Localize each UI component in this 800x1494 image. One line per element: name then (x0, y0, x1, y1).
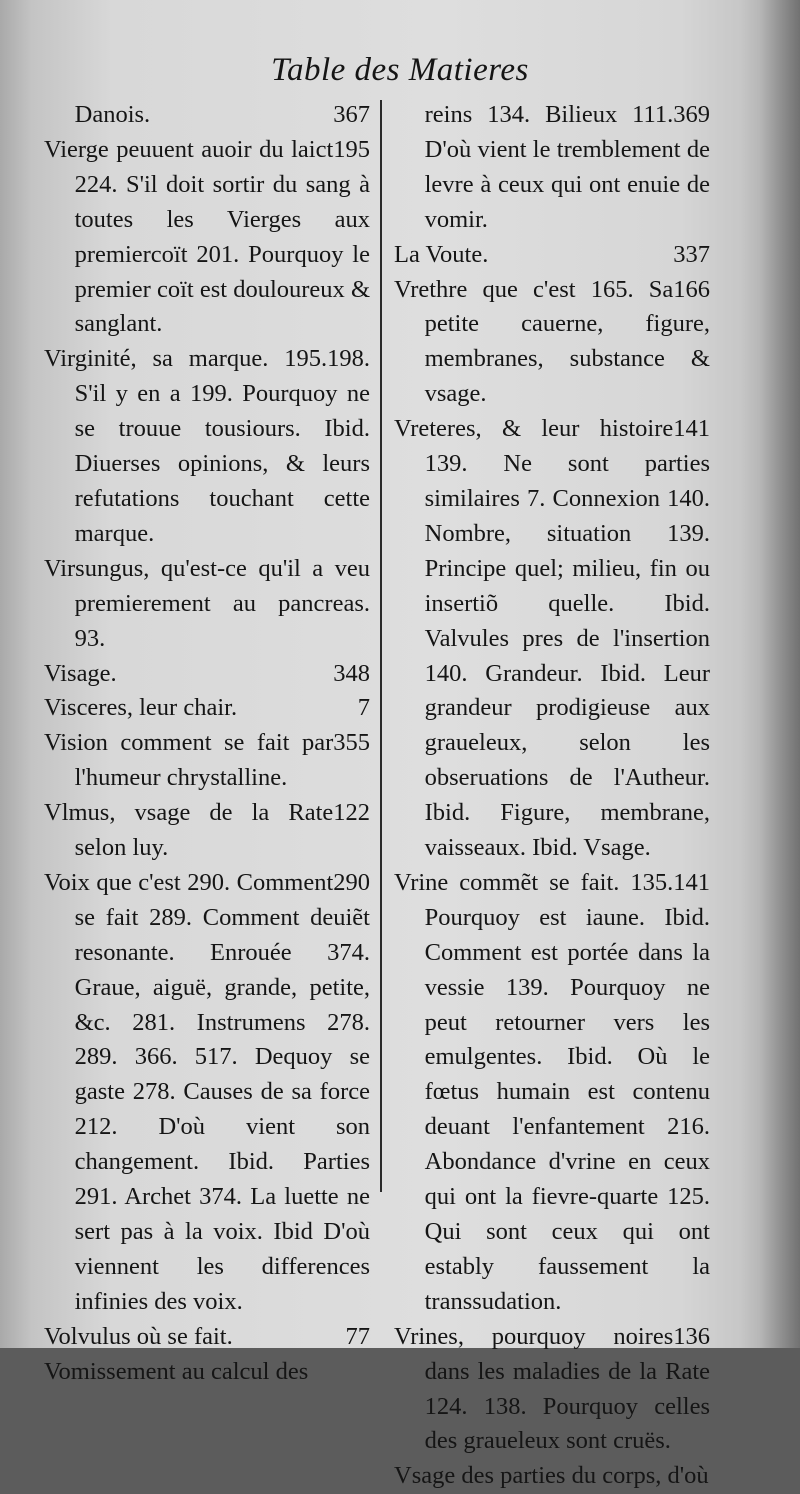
entry-text: Vreteres, & leur histoire 139. Ne sont parties similaires 7. Connexion 140. Nombre, situation 139. Principe quel; milieu, fin ou insertiõ quelle. Ibid. Valvules pres de l'insertion 140. Grandeur. Ibid. Leur grandeur prodigieuse aux graueleux, selon les obseruations de l'Autheur. Ibid. Figure, membrane, vaisseaux. Ibid. Vsage. (394, 415, 710, 862)
page-reference: 141 (673, 415, 710, 443)
entry-text: Danois. (74, 101, 151, 128)
page-reference: 195 (333, 135, 370, 163)
entry-text: La Voute. (394, 240, 489, 268)
page-reference: 367 (333, 101, 370, 128)
page-reference: 141 (673, 868, 710, 896)
page-reference: 290 (333, 868, 370, 896)
entry-text: Vsage des parties du corps, d'où (394, 1462, 709, 1490)
entry-text: Vomissement au calcul des (44, 1357, 309, 1385)
page-reference: 166 (673, 275, 710, 303)
page-edge-shadow (740, 0, 800, 1348)
index-entry (44, 691, 370, 726)
entry-text: Virginité, sa marque. 195. S'il y en a 199. Pourquoy ne se trouue tousiours. Ibid. Diuerses opinions, & leurs refutations touchant cette marque. (44, 345, 370, 547)
index-entry (394, 1320, 710, 1460)
index-entry (394, 98, 710, 238)
entry-text: Virsungus, qu'est-ce qu'il a veu premierement au pancreas. 93. (44, 554, 370, 652)
entry-text: Volvulus où se fait. (44, 1322, 233, 1350)
index-entry (44, 657, 370, 692)
index-entry (44, 342, 370, 551)
index-entry (44, 98, 370, 133)
index-column-left (44, 98, 370, 1390)
entry-text: reins 134. Bilieux 111. D'où vient le tremblement de levre à ceux qui ont enuie de vomir. (424, 101, 710, 233)
page-reference: 77 (345, 1322, 370, 1350)
entry-text: Vlmus, vsage de la Rate selon luy. (44, 799, 334, 862)
page-reference: 337 (673, 240, 710, 268)
entry-text: Visceres, leur chair. (44, 694, 238, 722)
entry-text: Vrines, pourquoy noires dans les maladies de la Rate 124. 138. Pourquoy celles des graueleux sont cruës. (394, 1322, 710, 1455)
entry-text: Vrethre que c'est 165. Sa petite cauerne, figure, membranes, substance & vsage. (394, 275, 710, 408)
running-title: Table des Matieres (271, 52, 529, 88)
index-entry (394, 238, 710, 273)
index-entry (44, 866, 370, 1320)
index-column-right (394, 98, 710, 1494)
index-entry (44, 796, 370, 866)
column-divider (380, 100, 382, 1192)
entry-text: Visage. (44, 659, 117, 687)
index-entry (394, 866, 710, 1320)
page-reference: 7 (357, 694, 370, 722)
index-entry (394, 273, 710, 413)
entry-text: Vrine commẽt se fait. 135. Pourquoy est iaune. Ibid. Comment est portée dans la vessie 139. Pourquoy ne peut retourner vers les emulgentes. Ibid. Où le fœtus humain est contenu deuant l'enfantement 216. Abondance d'vrine en ceux qui ont la fievre-quarte 125. Qui sont ceux qui ont estably faussement la transsudation. (394, 868, 710, 1315)
page-reference: 198. (327, 345, 370, 373)
page-reference: 348 (333, 659, 370, 687)
page-reference: 369 (673, 101, 710, 128)
page-reference: 122 (333, 799, 370, 827)
index-entry (44, 552, 370, 657)
index-entry (44, 726, 370, 796)
index-entry (394, 412, 710, 866)
entry-text: Vision comment se fait par l'humeur chrystalline. (44, 729, 334, 792)
page-reference: 136 (673, 1322, 710, 1350)
page-reference: 355 (333, 729, 370, 757)
index-entry (394, 1459, 710, 1494)
entry-text: Vierge peuuent auoir du laict 224. S'il doit sortir du sang à toutes les Vierges aux premiercoït 201. Pourquoy le premier coït est douloureux & sanglant. (44, 135, 370, 338)
index-entry (44, 133, 370, 342)
entry-text: Voix que c'est 290. Comment se fait 289. Comment deuiẽt resonante. Enrouée 374. Graue, aiguë, grande, petite, &c. 281. Instrumens 278. 289. 366. 517. Dequoy se gaste 278. Causes de sa force 212. D'où vient son changement. Ibid. Parties 291. Archet 374. La luette ne sert pas à la voix. Ibid D'où viennent les differences infinies des voix. (44, 868, 370, 1315)
index-entry (44, 1320, 370, 1355)
index-entry (44, 1355, 370, 1390)
